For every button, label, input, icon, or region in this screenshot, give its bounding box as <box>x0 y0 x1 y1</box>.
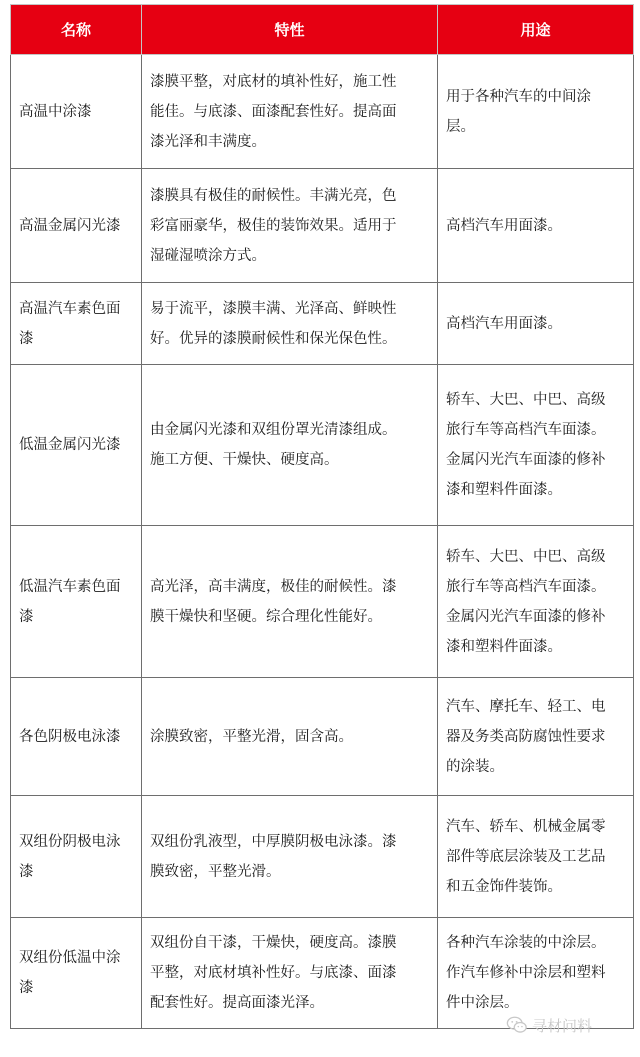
table-header-row <box>11 5 634 55</box>
feature-line: 双组份自干漆，干燥快，硬度高。漆膜 <box>150 935 397 951</box>
feature-line: 由金属闪光漆和双组份罩光清漆组成。 <box>150 422 397 438</box>
feature-line: 平整，对底材填补性好。与底漆、面漆 <box>150 965 397 981</box>
table-row <box>11 55 634 169</box>
cell-usage <box>438 365 634 526</box>
cell-feature <box>142 526 438 678</box>
wechat-icon <box>506 1014 528 1036</box>
header-name: 名称 <box>11 5 142 55</box>
watermark-text: 寻材问料 <box>532 1016 593 1035</box>
usage-line: 漆和塑料件面漆。 <box>446 638 562 655</box>
cell-name: 双组份低温中涂漆 <box>11 918 142 1029</box>
cell-usage <box>438 678 634 796</box>
cell-name: 高温汽车素色面漆 <box>11 283 142 365</box>
feature-line: 能佳。与底漆、面漆配套性好。提高面 <box>150 103 397 120</box>
usage-line: 件中涂层。 <box>446 995 519 1011</box>
feature-line: 涂膜致密，平整光滑，固含高。 <box>150 728 353 745</box>
usage-line: 层。 <box>446 118 475 135</box>
usage-line: 的涂装。 <box>446 758 504 775</box>
usage-line: 旅行车等高档汽车面漆。 <box>446 578 606 595</box>
header-usage: 用途 <box>438 5 634 55</box>
feature-line: 高光泽，高丰满度，极佳的耐候性。漆 <box>150 578 397 595</box>
cell-feature <box>142 365 438 526</box>
usage-line: 金属闪光汽车面漆的修补 <box>446 452 606 468</box>
watermark <box>506 1012 592 1038</box>
usage-line: 高档汽车用面漆。 <box>446 217 562 234</box>
feature-line: 好。优异的漆膜耐候性和保光保色性。 <box>150 330 397 347</box>
cell-feature <box>142 283 438 365</box>
feature-line: 彩富丽豪华，极佳的装饰效果。适用于 <box>150 217 397 234</box>
cell-feature <box>142 796 438 918</box>
feature-line: 膜干燥快和坚硬。综合理化性能好。 <box>150 608 382 625</box>
cell-name: 高温中涂漆 <box>11 55 142 169</box>
usage-line: 轿车、大巴、中巴、高级 <box>446 548 606 565</box>
cell-feature <box>142 169 438 283</box>
cell-name: 双组份阴极电泳漆 <box>11 796 142 918</box>
cell-usage <box>438 55 634 169</box>
feature-line: 湿碰湿喷涂方式。 <box>150 247 266 264</box>
cell-name: 低温金属闪光漆 <box>11 365 142 526</box>
cell-name: 低温汽车素色面漆 <box>11 526 142 678</box>
cell-feature <box>142 678 438 796</box>
feature-line: 施工方便、干燥快、硬度高。 <box>150 452 339 468</box>
cell-usage <box>438 169 634 283</box>
table-row <box>11 283 634 365</box>
header-feature: 特性 <box>142 5 438 55</box>
usage-line: 高档汽车用面漆。 <box>446 315 562 332</box>
feature-line: 配套性好。提高面漆光泽。 <box>150 995 324 1011</box>
usage-line: 作汽车修补中涂层和塑料 <box>446 965 606 981</box>
cell-feature <box>142 55 438 169</box>
table-row <box>11 169 634 283</box>
feature-line: 漆膜平整，对底材的填补性好，施工性 <box>150 73 397 90</box>
usage-line: 各种汽车涂装的中涂层。 <box>446 935 606 951</box>
table-row <box>11 365 634 526</box>
feature-line: 漆光泽和丰满度。 <box>150 133 266 150</box>
usage-line: 漆和塑料件面漆。 <box>446 482 562 498</box>
usage-line: 和五金饰件装饰。 <box>446 878 562 895</box>
cell-feature <box>142 918 438 1029</box>
usage-line: 金属闪光汽车面漆的修补 <box>446 608 606 625</box>
cell-usage <box>438 526 634 678</box>
feature-line: 漆膜具有极佳的耐候性。丰满光亮，色 <box>150 187 397 204</box>
feature-line: 易于流平，漆膜丰满、光泽高、鲜映性 <box>150 300 397 317</box>
coatings-table <box>10 4 634 1029</box>
usage-line: 轿车、大巴、中巴、高级 <box>446 392 606 408</box>
usage-line: 汽车、轿车、机械金属零 <box>446 818 606 835</box>
table-row <box>11 796 634 918</box>
feature-line: 双组份乳液型，中厚膜阴极电泳漆。漆 <box>150 833 397 850</box>
cell-usage <box>438 283 634 365</box>
usage-line: 汽车、摩托车、轻工、电 <box>446 698 606 715</box>
usage-line: 器及务类高防腐蚀性要求 <box>446 728 606 745</box>
usage-line: 部件等底层涂装及工艺品 <box>446 848 606 865</box>
cell-name: 各色阴极电泳漆 <box>11 678 142 796</box>
table-row <box>11 526 634 678</box>
usage-line: 旅行车等高档汽车面漆。 <box>446 422 606 438</box>
cell-usage <box>438 796 634 918</box>
coatings-table-container <box>10 4 633 1029</box>
table-row <box>11 678 634 796</box>
feature-line: 膜致密，平整光滑。 <box>150 863 281 880</box>
cell-name: 高温金属闪光漆 <box>11 169 142 283</box>
usage-line: 用于各种汽车的中间涂 <box>446 88 591 105</box>
